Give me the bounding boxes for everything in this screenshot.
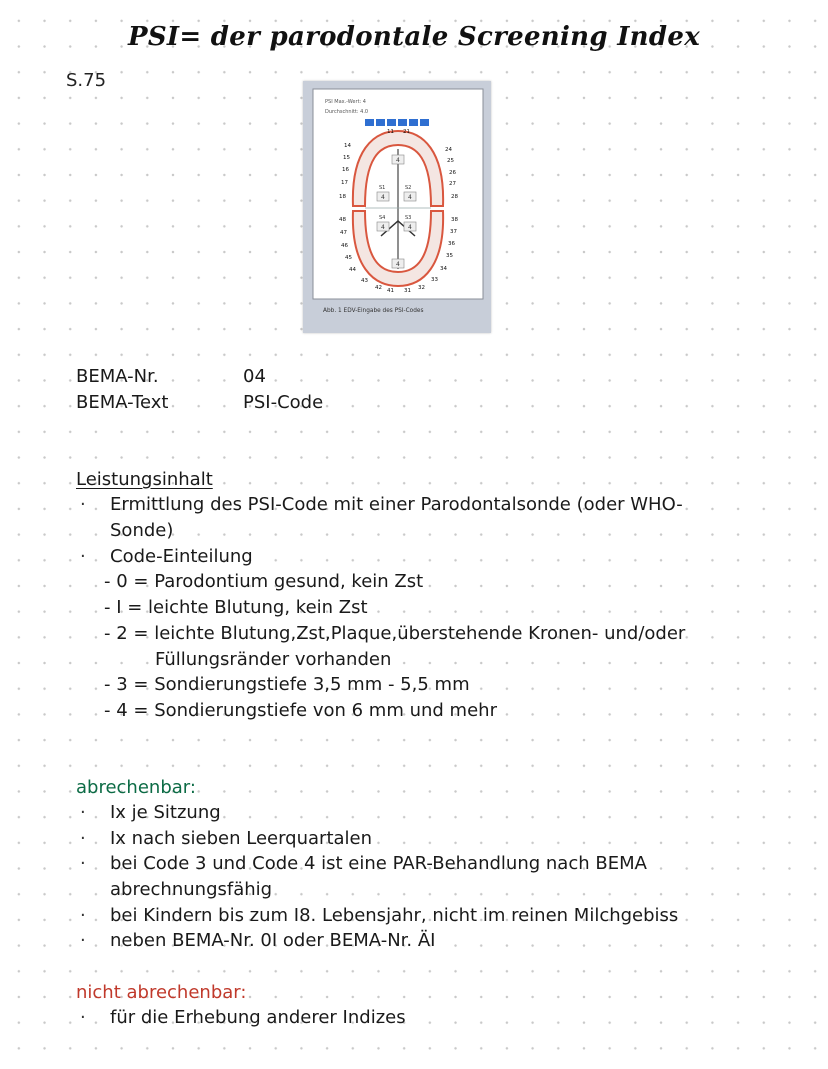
tooth-label: 42 — [375, 285, 382, 291]
quadrant-label: S4 — [379, 215, 386, 221]
tooth-label: 21 — [403, 129, 410, 135]
tooth-label: 45 — [345, 255, 352, 261]
psi-value: 4 — [408, 224, 412, 231]
code-line: - 0 = Parodontium gesund, kein Zst — [104, 571, 424, 592]
code-line: - 4 = Sondierungstiefe von 6 mm und mehr — [104, 700, 497, 721]
bema-text-label: BEMA-Text — [76, 392, 169, 413]
abrechenbar-item: Ix je Sitzung — [110, 802, 221, 823]
tooth-label: 26 — [449, 170, 456, 176]
tooth-label: 43 — [361, 278, 368, 284]
bema-nr-label: BEMA-Nr. — [76, 366, 159, 387]
bullet-icon: · — [80, 828, 86, 849]
tooth-label: 24 — [445, 147, 452, 153]
nicht-abrechenbar-heading: nicht abrechenbar: — [76, 982, 247, 1003]
chart-header-line2: Durchschnitt: 4.0 — [325, 109, 369, 115]
page-reference: S.75 — [66, 70, 107, 91]
code-line-cont: Füllungsränder vorhanden — [155, 649, 392, 670]
tooth-label: 36 — [448, 241, 455, 247]
psi-value: 4 — [381, 194, 385, 201]
code-line: - 2 = leichte Blutung,Zst,Plaque,überstehende Kronen- und/oder — [104, 623, 686, 644]
bullet-icon: · — [80, 1007, 86, 1028]
bullet-icon: · — [80, 546, 86, 567]
abrechenbar-item: neben BEMA-Nr. 0I oder BEMA-Nr. ÄI — [110, 930, 436, 951]
bema-text-value: PSI-Code — [243, 392, 324, 413]
quadrant-label: S2 — [405, 185, 412, 191]
tooth-label: 46 — [341, 243, 348, 249]
psi-value: 4 — [396, 157, 400, 164]
bema-nr-value: 04 — [243, 366, 266, 387]
psi-value: 4 — [408, 194, 412, 201]
code-line: - I = leichte Blutung, kein Zst — [104, 597, 368, 618]
leistungsinhalt-item: Code-Einteilung — [110, 546, 253, 567]
tooth-label: 18 — [339, 194, 346, 200]
bullet-icon: · — [80, 930, 86, 951]
tooth-label: 37 — [450, 229, 457, 235]
bullet-icon: · — [80, 853, 86, 874]
tooth-label: 28 — [451, 194, 458, 200]
tooth-label: 48 — [339, 217, 346, 223]
tooth-label: 17 — [341, 180, 348, 186]
tooth-label: 34 — [440, 266, 447, 272]
tooth-label: 47 — [340, 230, 347, 236]
code-line: - 3 = Sondierungstiefe 3,5 mm - 5,5 mm — [104, 674, 470, 695]
abrechenbar-heading: abrechenbar: — [76, 777, 196, 798]
tooth-label: 35 — [446, 253, 453, 259]
psi-value: 4 — [396, 261, 400, 268]
abrechenbar-item: Ix nach sieben Leerquartalen — [110, 828, 373, 849]
tooth-label: 16 — [342, 167, 349, 173]
page-title: PSI= der parodontale Screening Index — [127, 22, 700, 52]
bullet-icon: · — [80, 905, 86, 926]
tooth-label: 44 — [349, 267, 356, 273]
abrechenbar-item-cont: abrechnungsfähig — [110, 879, 273, 900]
tooth-label: 38 — [451, 217, 458, 223]
tooth-label: 33 — [431, 277, 438, 283]
tooth-label: 14 — [344, 143, 351, 149]
abrechenbar-item: bei Kindern bis zum I8. Lebensjahr, nicht im reinen Milchgebiss — [110, 905, 679, 926]
tooth-label: 11 — [387, 129, 394, 135]
nicht-abrechenbar-item: für die Erhebung anderer Indizes — [110, 1007, 406, 1028]
tooth-label: 31 — [404, 288, 411, 294]
leistungsinhalt-item: Ermittlung des PSI-Code mit einer Parodontalsonde (oder WHO- — [110, 494, 683, 515]
leistungsinhalt-item-cont: Sonde) — [110, 520, 174, 541]
psi-value: 4 — [381, 224, 385, 231]
leistungsinhalt-heading: Leistungsinhalt — [76, 469, 213, 490]
tooth-label: 41 — [387, 288, 394, 294]
tooth-label: 15 — [343, 155, 350, 161]
tooth-label: 27 — [449, 181, 456, 187]
figure-caption: Abb. 1 EDV-Eingabe des PSI-Codes — [323, 308, 424, 314]
tooth-label: 25 — [447, 158, 454, 164]
tooth-label: 32 — [418, 285, 425, 291]
quadrant-label: S3 — [405, 215, 412, 221]
quadrant-label: S1 — [379, 185, 386, 191]
bullet-icon: · — [80, 802, 86, 823]
psi-chart-photo — [303, 81, 491, 333]
abrechenbar-item: bei Code 3 und Code 4 ist eine PAR-Behandlung nach BEMA — [110, 853, 647, 874]
bullet-icon: · — [80, 494, 86, 515]
chart-header-line1: PSI Max.-Wert: 4 — [325, 99, 366, 105]
